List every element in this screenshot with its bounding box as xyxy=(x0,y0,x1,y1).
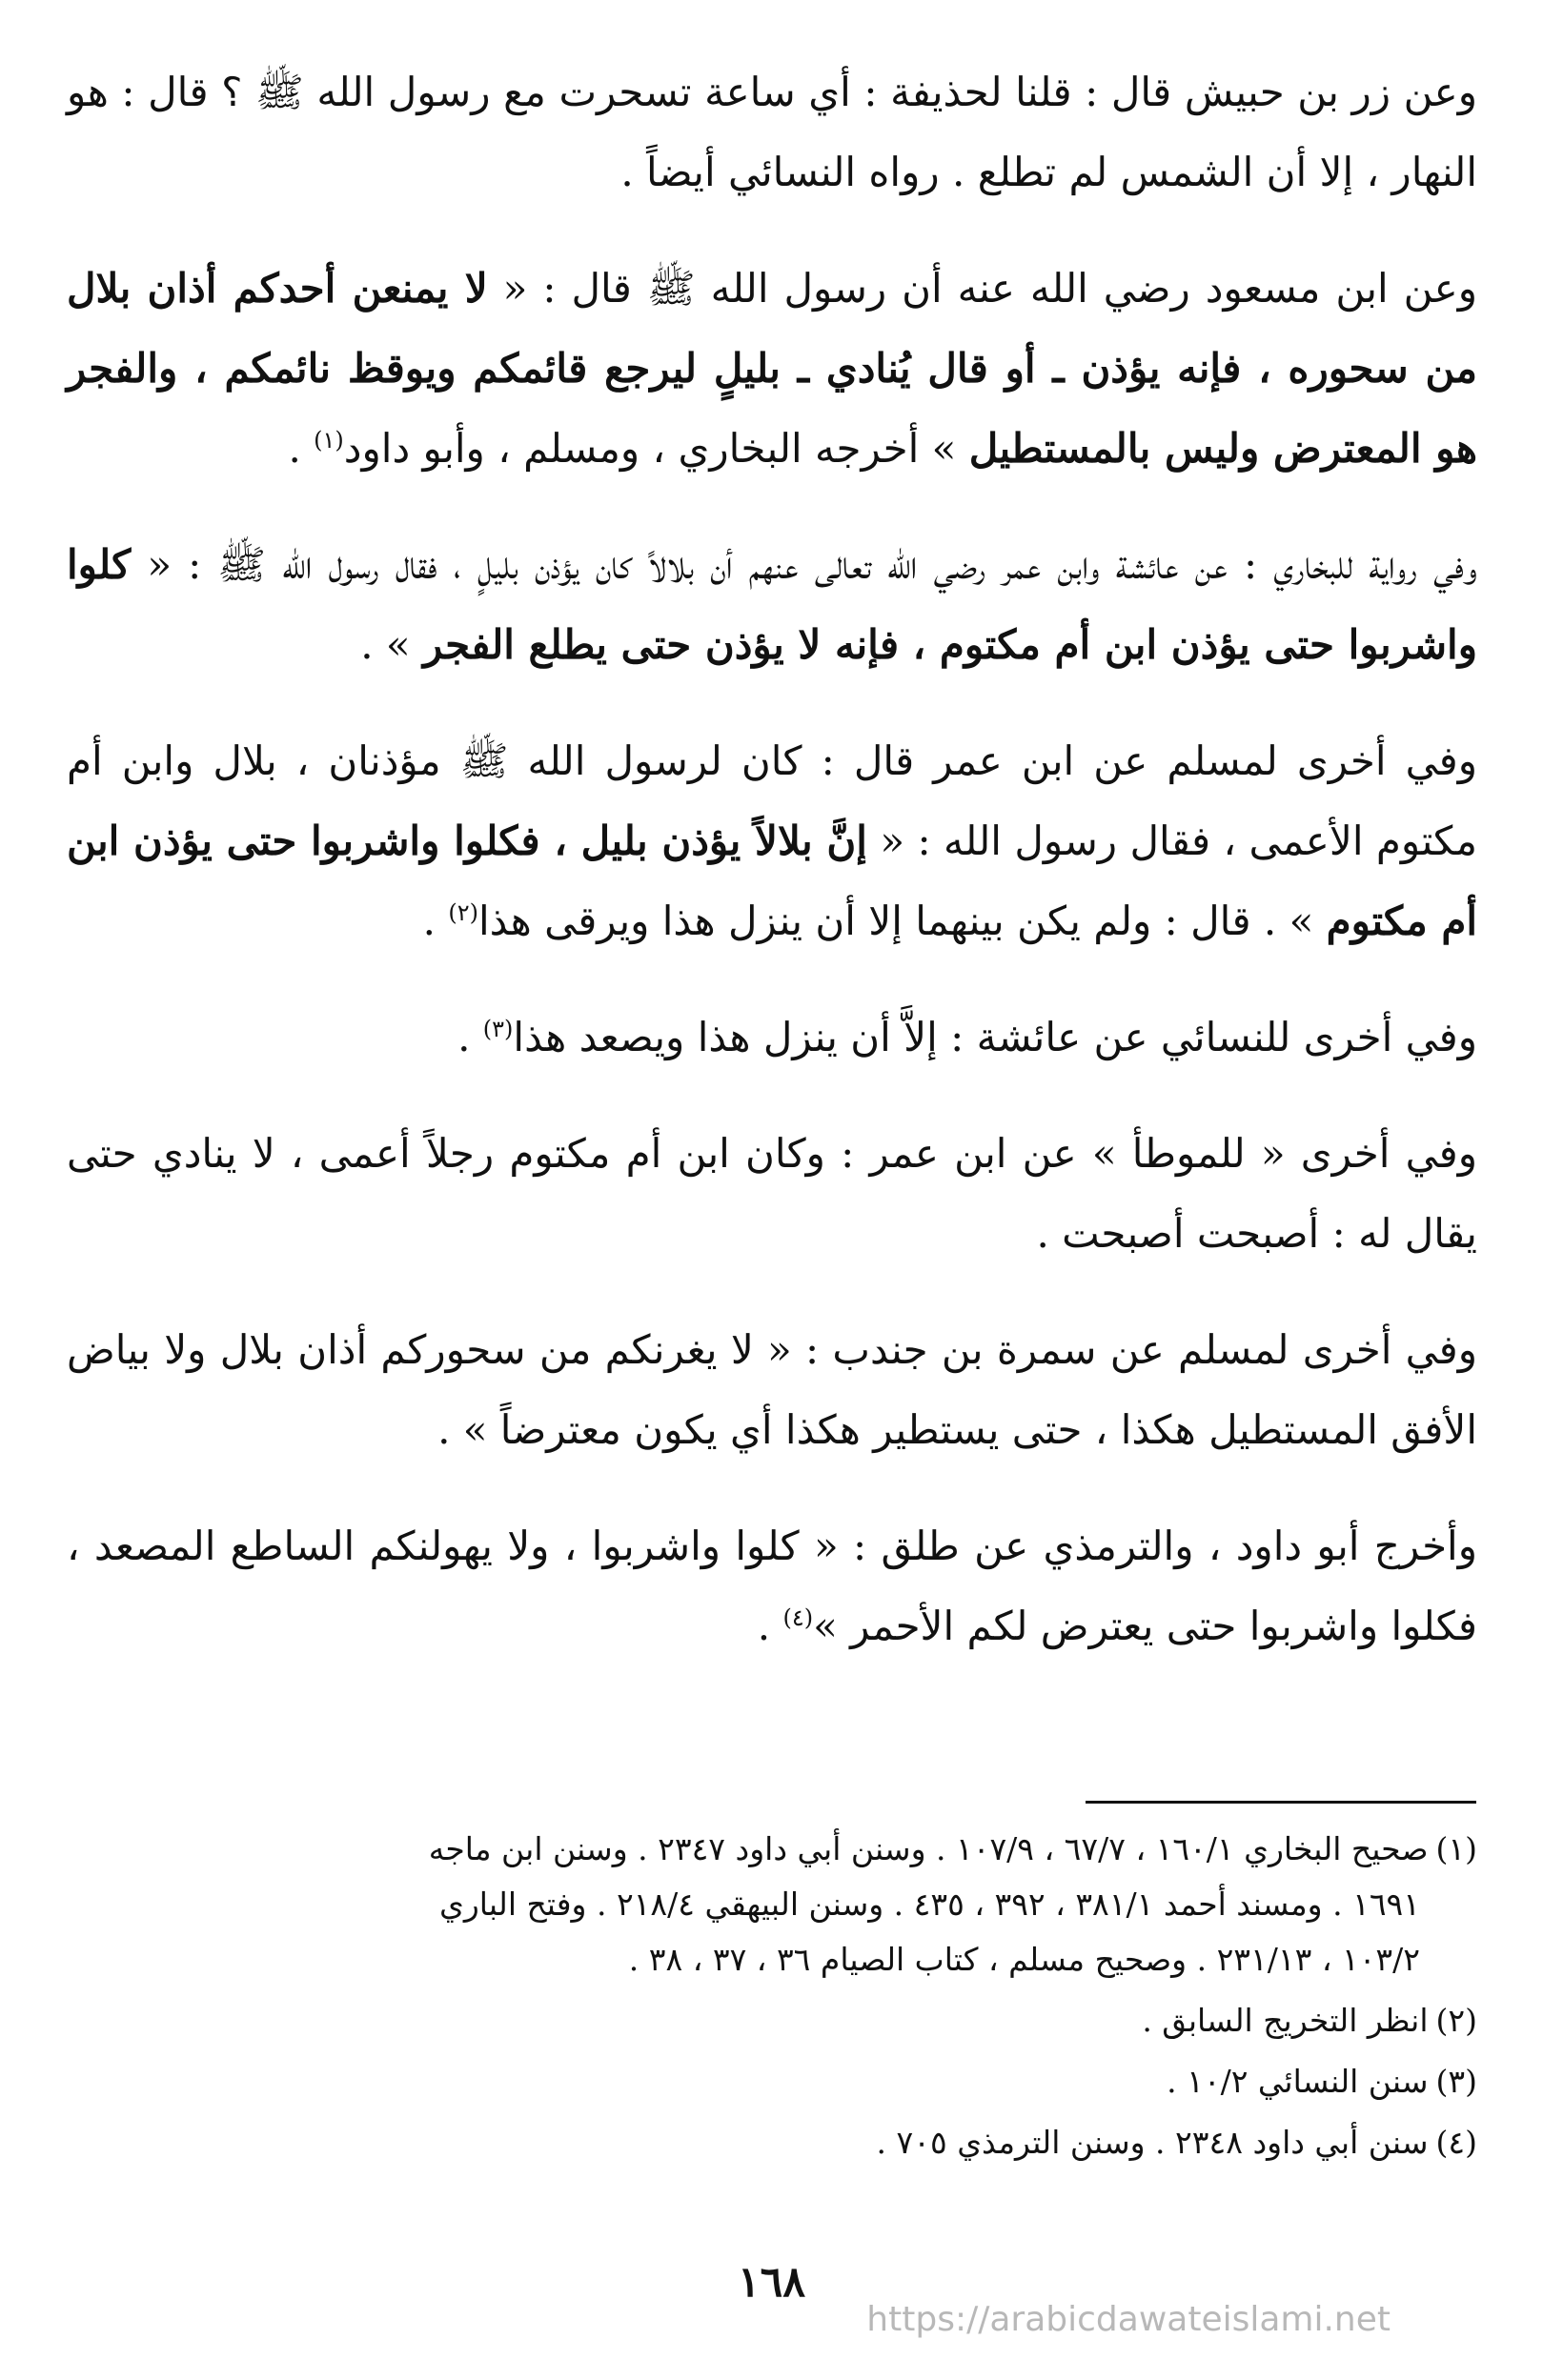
footnote-number: (٤) xyxy=(1435,2124,1477,2161)
footnote-text: سنن النسائي ١٠/٢ . xyxy=(1167,2063,1429,2100)
narration-text: » أخرجه البخاري ، ومسلم ، وأبو داود xyxy=(343,425,969,472)
footnote-text: سنن أبي داود ٢٣٤٨ . وسنن الترمذي ٧٠٥ . xyxy=(876,2124,1429,2161)
narration-text: وأخرج أبو داود ، والترمذي عن طلق : « كلوا واشربوا ، ولا يهولنكم الساطع المصعد ، فكلوا واشربوا حتى يعترض لكم الأحمر » xyxy=(67,1523,1477,1649)
paragraph xyxy=(67,52,1477,212)
paragraph xyxy=(67,998,1477,1078)
narration-text: . xyxy=(757,1603,783,1649)
main-text xyxy=(67,52,1477,1703)
footnote-reference: (٣) xyxy=(482,1016,514,1042)
hadith-text: إنَّ بلالاً يؤذن بليل ، فكلوا واشربوا حتى يؤذن ابن أم مكتوم xyxy=(67,817,1477,944)
narration-text: وعن ابن مسعود رضي الله عنه أن رسول الله ﷺ قال : « xyxy=(487,265,1477,312)
narration-text: . xyxy=(288,425,315,472)
narration-text: . xyxy=(422,898,449,944)
footnote-divider xyxy=(1086,1801,1476,1804)
footnote-text: صحيح البخاري ١٦٠/١ ، ٦٧/٧ ، ١٠٧/٩ . وسنن أبي داود ٢٣٤٧ . وسنن ابن ماجه xyxy=(428,1830,1429,1867)
footnote-reference: (٢) xyxy=(448,899,478,926)
paragraph xyxy=(67,1506,1477,1666)
footnote-number: (١) xyxy=(1435,1830,1477,1867)
paragraph xyxy=(67,721,1477,961)
footnote-text: ١٦٩١ . ومسند أحمد ٣٨١/١ ، ٣٩٢ ، ٤٣٥ . وسنن البيهقي ٢١٨/٤ . وفتح الباري xyxy=(439,1886,1420,1923)
narration-text: وعن زر بن حبيش قال : قلنا لحذيفة : أي ساعة تسحرت مع رسول الله ﷺ ؟ قال : هو النهار ، إلا أن الشمس لم تطلع . رواه النسائي أيضاً . xyxy=(67,69,1477,195)
paragraph xyxy=(67,1310,1477,1470)
footnote-number: (٣) xyxy=(1435,2063,1477,2100)
hadith-text: كلوا واشربوا حتى يؤذن ابن أم مكتوم ، فإنه لا يؤذن حتى يطلع الفجر xyxy=(67,541,1477,668)
narration-text: وفي رواية للبخاري : عن عائشة وابن عمر رضي الله تعالى عنهم أن بلالاً كان يؤذن بليلٍ ، فقال رسول الله ﷺ : « xyxy=(131,541,1477,588)
footnote-text: ١٠٣/٢ ، ٢٣١/١٣ . وصحيح مسلم ، كتاب الصيام ٣٦ ، ٣٧ ، ٣٨ . xyxy=(628,1941,1420,1978)
footnote-text: انظر التخريج السابق . xyxy=(1142,2002,1429,2039)
narration-text: » . xyxy=(360,621,423,668)
narration-text: وفي أخرى « للموطأ » عن ابن عمر : وكان ابن أم مكتوم رجلاً أعمى ، لا ينادي حتى يقال له : أصبحت أصبحت . xyxy=(67,1130,1477,1257)
narration-text: وفي أخرى للنسائي عن عائشة : إلاَّ أن ينزل هذا ويصعد هذا xyxy=(513,1014,1477,1060)
paragraph xyxy=(67,1114,1477,1274)
footnote xyxy=(67,2115,1477,2170)
narration-text: . xyxy=(457,1014,483,1060)
hadith-text: لا يمنعن أحدكم أذان بلال من سحوره ، فإنه يؤذن ـ أو قال يُنادي ـ بليلٍ ليرجع قائمكم ويوقظ نائمكم ، والفجر هو المعترض وليس بالمستطيل xyxy=(67,265,1477,472)
footnotes xyxy=(67,1822,1477,2176)
footnote xyxy=(67,2054,1477,2109)
narration-text: » . قال : ولم يكن بينهما إلا أن ينزل هذا ويرقى هذا xyxy=(477,898,1327,944)
footnote-reference: (١) xyxy=(314,427,344,454)
narration-text: وفي أخرى لمسلم عن سمرة بن جندب : « لا يغرنكم من سحوركم أذان بلال ولا بياض الأفق المستطيل هكذا ، حتى يستطير هكذا أي يكون معترضاً » . xyxy=(67,1326,1477,1453)
footnote xyxy=(67,1822,1477,1987)
paragraph xyxy=(67,249,1477,489)
page-number: ١٦٨ xyxy=(738,2258,805,2307)
footnote-number: (٢) xyxy=(1435,2002,1477,2039)
footnote-reference: (٤) xyxy=(782,1604,814,1631)
paragraph xyxy=(67,525,1477,685)
footnote xyxy=(67,1993,1477,2048)
watermark-url: https://arabicdawateislami.net xyxy=(866,2300,1391,2339)
narration-text: وفي أخرى لمسلم عن ابن عمر قال : كان لرسول الله ﷺ مؤذنان ، بلال وابن أم مكتوم الأعمى ، فقال رسول الله : « xyxy=(67,737,1477,864)
